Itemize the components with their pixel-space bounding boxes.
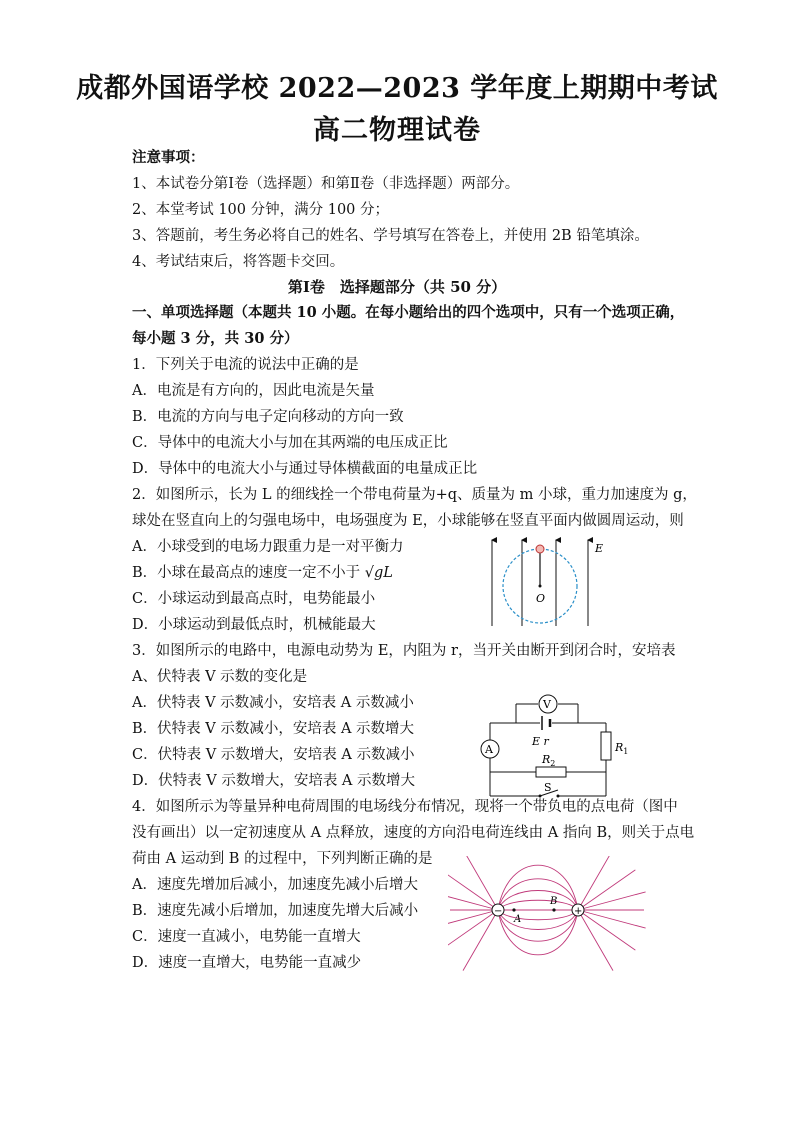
part1-heading-cont: 每小题 3 分，共 30 分） (132, 330, 299, 347)
positive-sign: + (574, 906, 583, 917)
section-title: 第Ⅰ卷 选择题部分（共 50 分） (287, 278, 507, 296)
label-B: B (550, 896, 558, 907)
q4-option-d: D．速度一直增大，电势能一直减少 (132, 955, 362, 971)
label-A: A (514, 914, 522, 925)
q1-option-c: C．导体中的电流大小与加在其两端的电压成正比 (132, 435, 448, 451)
negative-sign: − (494, 906, 503, 917)
notice-item: 2、本堂考试 100 分钟，满分 100 分； (132, 202, 390, 218)
q3-stem: 3．如图所示的电路中，电源电动势为 E，内阻为 r，当开关由断开到闭合时，安培表 (132, 643, 676, 659)
exam-subtitle: 高二物理试卷 (313, 115, 481, 146)
field-line (498, 910, 578, 920)
q1-option-d: D．导体中的电流大小与通过导体横截面的电量成正比 (132, 461, 478, 477)
q3-option-c: C．伏特表 V 示数增大，安培表 A 示数减小 (132, 747, 415, 763)
q3-stem-cont: A、伏特表 V 示数的变化是 (132, 669, 308, 685)
q4-stem-cont: 没有画出）以一定初速度从 A 点释放，速度的方向沿电荷连线由 A 指向 B，则关于点电 (132, 825, 695, 841)
field-line (448, 892, 498, 910)
field-line (448, 870, 498, 910)
exam-title: 成都外国语学校 2022—2023 学年度上期期中考试 (76, 73, 718, 104)
q2-option-b-text: B．小球在最高点的速度一定不小于 (132, 565, 361, 581)
q2-sqrt-gl: √gL (364, 565, 393, 581)
field-line (498, 879, 578, 910)
q2-stem-cont: 球处在竖直向上的匀强电场中，电场强度为 E，小球能够在竖直平面内做圆周运动，则 (132, 513, 684, 529)
label-O: O (536, 592, 546, 605)
q2-option-c: C．小球运动到最高点时，电势能最小 (132, 591, 376, 607)
q4-option-c: C．速度一直减小，电势能一直增大 (132, 929, 361, 945)
resistor-r2 (536, 767, 566, 777)
point-A (512, 908, 515, 911)
switch-label: S (544, 781, 552, 794)
q1-stem: 1．下列关于电流的说法中正确的是 (132, 357, 359, 373)
q2-option-b (132, 563, 393, 583)
r1-letter: R (615, 741, 624, 754)
q1-option-b: B．电流的方向与电子定向移动的方向一致 (132, 409, 404, 425)
field-line (578, 910, 646, 928)
r2-subscript: 2 (550, 759, 556, 768)
notice-heading: 注意事项： (132, 149, 205, 166)
notice-item: 4、考试结束后，将答题卡交回。 (132, 254, 345, 270)
part1-heading: 一、单项选择题（本题共 10 小题。在每小题给出的四个选项中，只有一个选项正确， (132, 304, 685, 321)
resistor-r1 (601, 732, 611, 760)
field-line (448, 910, 498, 928)
point-B (552, 908, 555, 911)
field-line (578, 870, 635, 910)
q4-option-a: A．速度先增加后减小，加速度先减小后增大 (132, 877, 418, 893)
r2-label (541, 753, 555, 768)
charged-ball (536, 545, 544, 553)
field-line (463, 910, 498, 971)
field-line (498, 900, 578, 910)
q3-option-d: D．伏特表 V 示数增大，安培表 A 示数增大 (132, 773, 416, 789)
q3-option-a: A．伏特表 V 示数减小，安培表 A 示数减小 (132, 695, 414, 711)
q2-field-figure (478, 536, 618, 628)
field-line (578, 892, 646, 910)
battery-label: E r (532, 735, 549, 748)
r1-label (614, 741, 628, 756)
q3-circuit-figure (472, 692, 632, 798)
r1-subscript: 1 (623, 747, 629, 756)
notice-item: 1、本试卷分第Ⅰ卷（选择题）和第Ⅱ卷（非选择题）两部分。 (132, 176, 520, 192)
field-line (578, 910, 635, 950)
q2-option-d: D．小球运动到最低点时，机械能最大 (132, 617, 376, 633)
q1-option-a: A．电流是有方向的，因此电流是矢量 (132, 383, 375, 399)
ammeter-label: A (485, 743, 493, 756)
q4-option-b: B．速度先减小后增加，加速度先增大后减小 (132, 903, 419, 919)
r2-letter: R (542, 753, 551, 766)
q3-option-b: B．伏特表 V 示数减小，安培表 A 示数增大 (132, 721, 415, 737)
label-E: E (595, 542, 604, 555)
q2-option-a: A．小球受到的电场力跟重力是一对平衡力 (132, 539, 404, 555)
pivot-point (539, 585, 542, 588)
q4-dipole-figure (448, 856, 646, 974)
q4-stem: 4．如图所示为等量异种电荷周围的电场线分布情况，现将一个带负电的点电荷（图中 (132, 799, 678, 815)
notice-item: 3、答题前，考生务必将自己的姓名、学号填写在答卷上，并使用 2B 铅笔填涂。 (132, 228, 649, 244)
voltmeter-label: V (543, 698, 551, 711)
field-line (448, 910, 498, 950)
field-line (498, 910, 578, 941)
q2-stem: 2．如图所示，长为 L 的细线拴一个带电荷量为+q、质量为 m 小球，重力加速度为 g， (132, 487, 697, 503)
q4-stem-cont2: 荷由 A 运动到 B 的过程中，下列判断正确的是 (132, 851, 433, 867)
field-line (578, 910, 613, 971)
